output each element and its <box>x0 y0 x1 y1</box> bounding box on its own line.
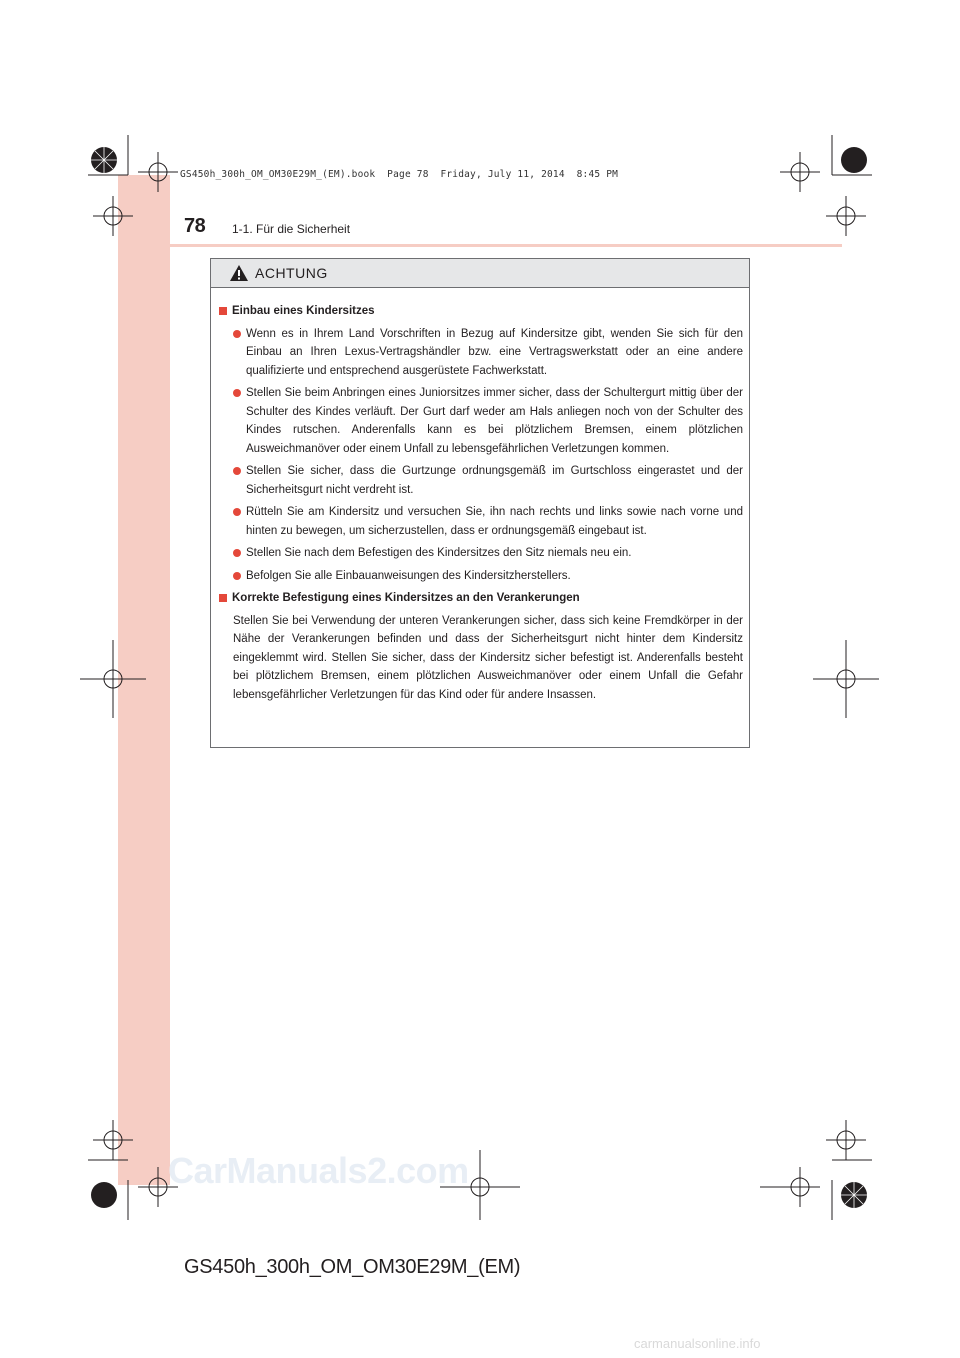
section-paragraph: Stellen Sie bei Verwendung der unteren Verankerungen sicher, dass sich keine Fremdkörper in der Nähe der Verankerungen befinden und dass der Sicherheitsgurt nicht hinter dem Kindersitz eingeklemmt wird. Stellen Sie sicher, dass der Kindersitz sicher befestigt ist. Anderenfalls besteht bei plötzlichem Bremsen, einem plötzlichen Ausweichmanöver oder einem Unfall die Gefahr lebensgefährlicher Verletzungen für das Kind oder für andere Insassen. <box>233 614 743 701</box>
round-bullet-icon <box>233 330 241 338</box>
section-heading-text: Einbau eines Kindersitzes <box>232 305 375 317</box>
target-mark-right-upper <box>826 196 866 236</box>
round-bullet-icon <box>233 508 241 516</box>
list-item-text: Rütteln Sie am Kindersitz und versuchen Sie, ihn nach rechts und links sowie nach vorne und hinten zu bewegen, um sicherzustellen, dass er ordnungsgemäß eingebaut ist. <box>246 506 743 537</box>
dot-mark-top-right <box>841 147 867 173</box>
list-item-text: Befolgen Sie alle Einbauanweisungen des Kindersitzherstellers. <box>246 569 571 582</box>
warning-triangle-icon <box>229 264 249 282</box>
section-heading-text: Korrekte Befestigung eines Kindersitzes an den Verankerungen <box>232 592 580 604</box>
square-bullet-icon <box>219 307 227 315</box>
target-mark-right-middle <box>813 640 879 718</box>
list-item <box>233 503 743 540</box>
book-info: GS450h_300h_OM_OM30E29M_(EM).book Page 78 Friday, July 11, 2014 8:45 PM <box>180 169 619 180</box>
dot-mark-bottom-left <box>91 1182 117 1208</box>
list-item-text: Stellen Sie beim Anbringen eines Juniorsitzes immer sicher, dass der Schultergurt mittig über der Schulter des Kindes verläuft. Der Gurt darf weder am Hals anliegen noch von der Schulter des Kindes rutschen. Anderenfalls kann es bei plötzlichem Bremsen, einem plötzlichen Ausweichmanöver oder einem Unfall zu lebensgefährlichen Verletzungen kommen. <box>246 387 743 455</box>
watermark-carmanuals2: CarManuals2.com <box>168 1150 469 1191</box>
list-item <box>233 384 743 458</box>
section-heading <box>219 302 743 321</box>
round-bullet-icon <box>233 549 241 557</box>
square-bullet-icon <box>219 594 227 602</box>
target-mark-right-lower <box>826 1120 866 1160</box>
list-item <box>233 462 743 499</box>
list-item <box>233 567 743 586</box>
warning-title: ACHTUNG <box>255 265 328 281</box>
star-mark-bottom-right <box>841 1182 867 1208</box>
side-color-band <box>118 175 170 1185</box>
list-item-text: Stellen Sie nach dem Befestigen des Kindersitzes den Sitz niemals neu ein. <box>246 547 632 559</box>
round-bullet-icon <box>233 389 241 397</box>
warning-body <box>211 288 749 704</box>
round-bullet-icon <box>233 572 241 580</box>
star-mark-top-left <box>91 147 117 173</box>
target-mark-bottom-right <box>760 1167 820 1207</box>
header-rule <box>118 244 842 247</box>
section-title: 1-1. Für die Sicherheit <box>232 222 351 236</box>
list-item-text: Wenn es in Ihrem Land Vorschriften in Bezug auf Kindersitze gibt, wenden Sie sich für den Einbau an Ihren Lexus-Vertragshändler bzw. eine Vertragswerkstatt oder an eine andere qualifizierte und entsprechend ausgerüstete Fachwerkstatt. <box>246 327 743 377</box>
crop-mark-top-left <box>88 135 128 175</box>
crop-mark-bottom-right <box>832 1160 872 1220</box>
page-number: 78 <box>184 215 206 237</box>
target-mark-top-right <box>780 152 820 192</box>
list-item <box>233 325 743 381</box>
round-bullet-icon <box>233 467 241 475</box>
section-heading <box>219 589 743 608</box>
list-item-text: Stellen Sie sicher, dass die Gurtzunge ordnungsgemäß im Gurtschloss eingerastet und der Sicherheitsgurt nicht verdreht ist. <box>246 465 743 496</box>
footer-document-code: GS450h_300h_OM_OM30E29M_(EM) <box>184 1256 521 1278</box>
watermark-carmanualsonline: carmanualsonline.info <box>634 1336 761 1351</box>
warning-header <box>211 259 749 288</box>
crop-mark-top-right <box>832 135 872 175</box>
warning-box <box>210 258 750 748</box>
list-item <box>233 544 743 563</box>
